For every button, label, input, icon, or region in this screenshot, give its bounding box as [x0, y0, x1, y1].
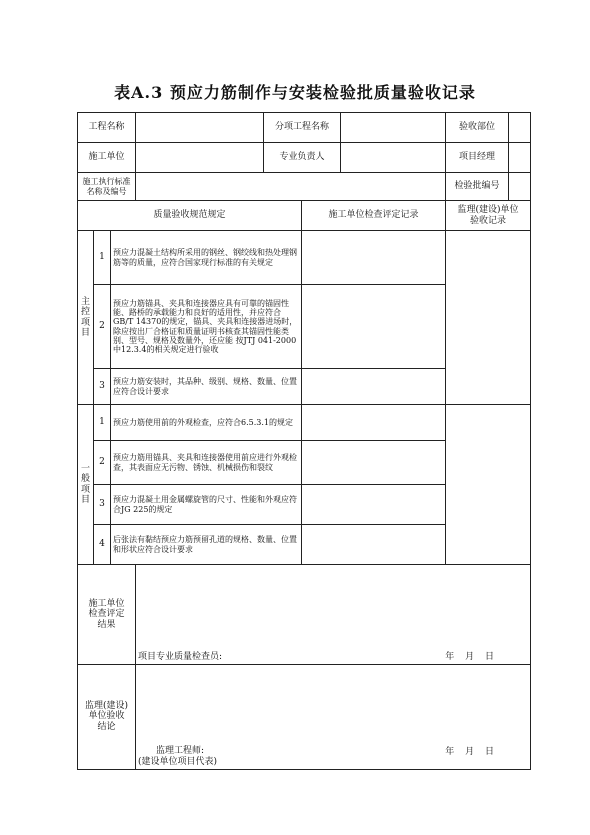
acceptance-part-field[interactable]: [509, 113, 531, 142]
general-supervision-record[interactable]: [446, 405, 531, 565]
supervision-conclusion-field[interactable]: [136, 665, 531, 770]
label-line: 施工单位: [88, 599, 125, 609]
owner-representative-label: (建设单位项目代表): [138, 756, 218, 767]
main-item-number: 1: [94, 231, 111, 285]
general-item-text: 预应力筋使用前的外观检查，应符合6.5.3.1的规定: [111, 405, 302, 441]
supervision-record-column-header: [446, 201, 531, 231]
construction-inspector-signature-label: 项目专业质量检查员:: [138, 651, 223, 662]
general-item-text: 预应力筋用锚具、夹具和连接器使用前应进行外观检查，其表面应无污物、锈蚀、机械损伤和裂纹: [111, 441, 302, 485]
professional-leader-field[interactable]: [341, 143, 446, 173]
main-item-number: 3: [94, 369, 111, 405]
page-title: 表A.3 预应力筋制作与安装检验批质量验收记录: [114, 83, 476, 102]
main-control-char: 主: [80, 296, 90, 307]
main-item-text: 预应力混凝土结构所采用的钢丝、钢绞线和热处理钢筋等的质量，应符合国家现行标准的有关规定: [111, 231, 302, 285]
main-control-supervision-record[interactable]: [446, 231, 531, 405]
batch-no-field[interactable]: [509, 173, 531, 200]
label-line: 单位验收: [88, 711, 125, 722]
general-item-number: 1: [94, 405, 111, 441]
standard-label: [78, 173, 136, 201]
label-line: 监理(建设): [84, 701, 129, 711]
batch-no-cell: [446, 173, 531, 201]
acceptance-record-table: [77, 112, 531, 770]
general-char: 目: [80, 494, 90, 505]
supervision-header-line1: 监理(建设)单位: [457, 205, 519, 216]
project-name-field[interactable]: [136, 113, 264, 143]
supervision-conclusion-label: [78, 701, 135, 732]
construction-conclusion-field[interactable]: [136, 565, 531, 665]
professional-leader-label: 专业负责人: [264, 143, 341, 173]
standard-label-line2: 名称及编号: [86, 186, 127, 196]
label-line: 检查评定: [88, 609, 125, 620]
construction-record-column-header: 施工单位检查评定记录: [302, 201, 446, 231]
main-item-construction-record[interactable]: [302, 231, 446, 285]
supervision-conclusion-label-cell: [78, 665, 136, 770]
main-item-number: 2: [94, 285, 111, 369]
sub-project-label: 分项工程名称: [264, 113, 341, 143]
general-item-text: 预应力混凝土用金属螺旋管的尺寸、性能和外观应符合JG 225的规定: [111, 485, 302, 525]
standard-label-line1: 施工执行标准: [82, 177, 131, 187]
general-char: 一: [80, 463, 90, 474]
main-item-text: 预应力筋安装时，其品种、级别、规格、数量、位置应符合设计要求: [111, 369, 302, 405]
construction-conclusion-label-cell: [78, 565, 136, 665]
general-item-number: 3: [94, 485, 111, 525]
general-item-construction-record[interactable]: [302, 441, 446, 485]
general-char: 项: [80, 484, 90, 495]
main-control-char: 控: [80, 307, 90, 318]
general-item-construction-record[interactable]: [302, 405, 446, 441]
main-item-construction-record[interactable]: [302, 285, 446, 369]
main-control-section-label: [78, 231, 94, 405]
project-manager-field[interactable]: [509, 143, 531, 172]
main-item-text: 预应力筋锚具、夹具和连接器应具有可靠的锚固性能、路桥的承载能力和良好的适用性，并应符合GB/T 14370的规定，锚具、夹具和连接器进场时，除应按出厂合格证和质量证明书核查其锚固性能类别、型号、规格及数量外，还应能 按JTJ 041-2000中12.3.4的相关规定进行验收: [111, 285, 302, 369]
general-section-label: [78, 405, 94, 565]
project-name-label: 工程名称: [78, 113, 136, 143]
label-line: 结果: [97, 619, 116, 630]
general-item-number: 4: [94, 525, 111, 565]
project-manager-label: 项目经理: [446, 143, 509, 172]
label-line: 结论: [97, 721, 116, 732]
general-item-construction-record[interactable]: [302, 525, 446, 565]
general-item-construction-record[interactable]: [302, 485, 446, 525]
general-item-text: 后张法有黏结预应力筋预留孔道的规格、数量、位置和形状应符合设计要求: [111, 525, 302, 565]
construction-unit-label: 施工单位: [78, 143, 136, 173]
construction-conclusion-label: [78, 599, 135, 630]
supervision-conclusion-date: 年 月 日: [445, 746, 495, 757]
general-item-number: 2: [94, 441, 111, 485]
batch-no-label: 检验批编号: [446, 173, 509, 200]
sub-project-field[interactable]: [341, 113, 446, 143]
construction-conclusion-date: 年 月 日: [445, 651, 495, 662]
construction-unit-field[interactable]: [136, 143, 264, 173]
main-control-char: 项: [80, 317, 90, 328]
acceptance-part-label: 验收部位: [446, 113, 509, 142]
supervision-header-line2: 验收记录: [470, 215, 507, 226]
main-control-char: 目: [80, 327, 90, 338]
standard-field[interactable]: [136, 173, 446, 201]
main-item-construction-record[interactable]: [302, 369, 446, 405]
supervision-engineer-label: 监理工程师:: [156, 746, 205, 757]
supervision-signature-block: [138, 746, 217, 767]
spec-column-header: 质量验收规范规定: [78, 201, 302, 231]
general-char: 般: [80, 474, 90, 485]
project-manager-cell: [446, 143, 531, 173]
acceptance-part-cell: [446, 113, 531, 143]
